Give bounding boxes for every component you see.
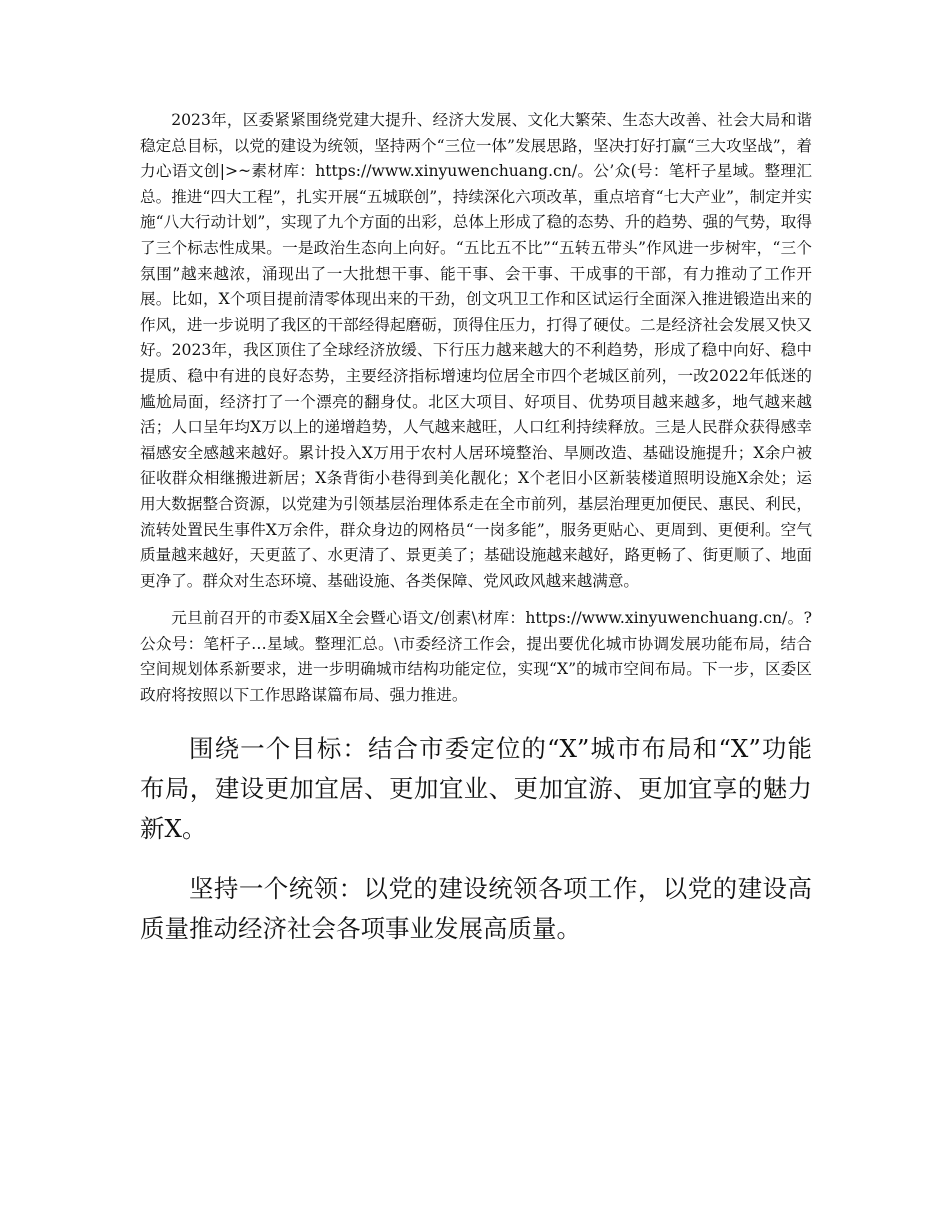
heading-paragraph-goal: 围绕一个目标：结合市委定位的“X”城市布局和“X”功能布局，建设更加宜居、更加宜业、更加宜游、更加宜享的魅力新X。 xyxy=(140,733,812,843)
heading-paragraph-leadership: 坚持一个统领：以党的建设统领各项工作，以党的建设高质量推动经济社会各项事业发展高质量。 xyxy=(140,873,812,943)
body-paragraph-next-steps: 元旦前召开的市委X届X全会暨心语文/创素\材库：https://www.xinyuwenchuang.cn/。?公众号：笔杆子…星域。整理汇总。\市委经济工作会，提出要优化城市协调发展功能布局，结合空间规划体系新要求，进一步明确城市结构功能定位，实现“X”的城市空间布局。下一步，区委区政府将按照以下工作思路谋篇布局、强力推进。 xyxy=(140,609,812,705)
body-paragraph-achievements: 2023年，区委紧紧围绕党建大提升、经济大发展、文化大繁荣、生态大改善、社会大局和谐稳定总目标，以党的建设为统领，坚持两个“三位一体”发展思路，坚决打好打赢“三大攻坚战”，着力心语文创|>~素材库：https://www.xinyuwenchuang.cn/。公’众(号：笔杆子星域。整理汇总。推进“四大工程”，扎实开展“五城联创”，持续深化六项改革，重点培育“七大产业”，制定并实施“八大行动计划”，实现了九个方面的出彩，总体上形成了稳的态势、升的趋势、强的气势，取得了三个标志性成果。一是政治生态向上向好。“五比五不比”“五转五带头”作风进一步树牢，“三个氛围”越来越浓，涌现出了一大批想干事、能干事、会干事、干成事的干部，有力推动了工作开展。比如，X个项目提前清零体现出来的干劲，创文巩卫工作和区试运行全面深入推进锻造出来的作风，进一步说明了我区的干部经得起磨砺，顶得住压力，打得了硬仗。二是经济社会发展又快又好。2023年，我区顶住了全球经济放缓、下行压力越来越大的不利趋势，形成了稳中向好、稳中提质、稳中有进的良好态势，主要经济指标增速均位居全市四个老城区前列，一改2022年低迷的尴尬局面，经济打了一个漂亮的翻身仗。北区大项目、好项目、优势项目越来越多，地气越来越活；人口呈年均X万以上的递增趋势，人气越来越旺，人口红利持续释放。三是人民群众获得感幸福感安全感越来越好。累计投入X万用于农村人居环境整治、旱厕改造、基础设施提升；X余户被征收群众相继搬进新居；X条背街小巷得到美化靓化；X个老旧小区新装楼道照明设施X余处；运用大数据整合资源，以党建为引领基层治理体系走在全市前列，基层治理更加便民、惠民、利民，流转处置民生事件X万余件，群众身边的网格员“一岗多能”，服务更贴心、更周到、更便利。空气质量越来越好，天更蓝了、水更清了、景更美了；基础设施越来越好，路更畅了、街更顺了、地面更净了。群众对生态环境、基础设施、各类保障、党风政风越来越满意。 xyxy=(140,111,812,590)
document-page xyxy=(140,108,812,949)
